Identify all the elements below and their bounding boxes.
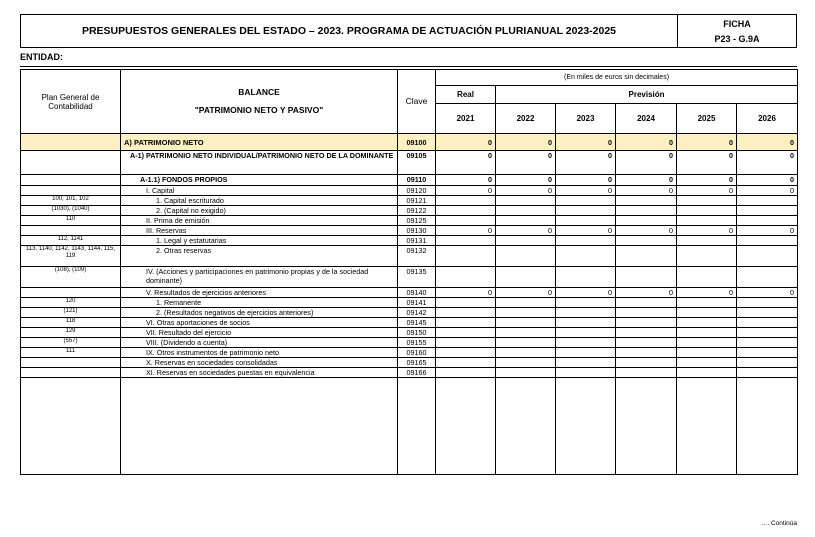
col-plan-header: Plan General de Contabilidad (21, 70, 121, 134)
value-cell-2026 (737, 308, 798, 318)
plan-code: (557) (21, 338, 121, 348)
value-cell-2023: 0 (556, 134, 616, 151)
col-balance-header (121, 70, 398, 134)
units-note: (En miles de euros sin decimales) (436, 70, 798, 86)
value-cell-2021 (436, 236, 496, 246)
table-row (21, 186, 798, 196)
row-clave: 09160 (398, 348, 436, 358)
value-cell-2021 (436, 216, 496, 226)
ficha-label: FICHA (723, 19, 751, 29)
entidad-label: ENTIDAD: (20, 52, 63, 62)
table-row (21, 328, 798, 338)
row-description: 1. Legal y estatutarias (121, 236, 398, 246)
value-cell-2021: 0 (436, 288, 496, 298)
table-row (21, 348, 798, 358)
value-cell-2024 (616, 368, 677, 378)
plan-code (21, 175, 121, 186)
value-cell-2023 (556, 358, 616, 368)
balance-title: BALANCE (238, 87, 280, 97)
row-clave: 09125 (398, 216, 436, 226)
entidad-divider (20, 66, 797, 67)
form-header (20, 14, 797, 48)
row-description: VI. Otras aportaciones de socios (121, 318, 398, 328)
row-clave: 09166 (398, 368, 436, 378)
row-description: IX. Otros instrumentos de patrimonio neto (121, 348, 398, 358)
value-cell-2021 (436, 358, 496, 368)
row-clave: 09145 (398, 318, 436, 328)
value-cell-2024 (616, 206, 677, 216)
row-clave: 09155 (398, 338, 436, 348)
value-cell-2022 (496, 236, 556, 246)
row-description: 2. (Resultados negativos de ejercicios anteriores) (121, 308, 398, 318)
value-cell-2023: 0 (556, 151, 616, 175)
empty-filler-row (21, 378, 798, 475)
value-cell-2022 (496, 298, 556, 308)
value-cell-2024: 0 (616, 151, 677, 175)
row-description: X. Reservas en sociedades consolidadas (121, 358, 398, 368)
row-clave: 09120 (398, 186, 436, 196)
value-cell-2025 (677, 338, 737, 348)
value-cell-2021 (436, 267, 496, 288)
year-header-2025: 2025 (677, 104, 737, 134)
value-cell-2022 (496, 368, 556, 378)
value-cell-2023 (556, 318, 616, 328)
value-cell-2026 (737, 348, 798, 358)
value-cell-2026: 0 (737, 175, 798, 186)
ficha-code: P23 - G.9A (714, 34, 760, 44)
value-cell-2024 (616, 267, 677, 288)
value-cell-2025: 0 (677, 151, 737, 175)
continua-note: …. Continúa (760, 520, 797, 527)
row-description: II. Prima de emisión (121, 216, 398, 226)
value-cell-2021 (436, 196, 496, 206)
ficha-box (678, 15, 796, 47)
row-clave: 09100 (398, 134, 436, 151)
balance-subtitle: "PATRIMONIO NETO Y PASIVO" (194, 105, 324, 115)
value-cell-2026 (737, 246, 798, 267)
row-clave: 09131 (398, 236, 436, 246)
value-cell-2022: 0 (496, 175, 556, 186)
table-row (21, 134, 798, 151)
plan-code: 110 (21, 216, 121, 226)
value-cell-2024: 0 (616, 226, 677, 236)
value-cell-2024 (616, 348, 677, 358)
plan-code (21, 288, 121, 298)
value-cell-2025 (677, 318, 737, 328)
value-cell-2024 (616, 358, 677, 368)
value-cell-2022 (496, 358, 556, 368)
value-cell-2022 (496, 206, 556, 216)
table-row (21, 216, 798, 226)
col-clave-header: Clave (398, 70, 436, 134)
value-cell-2021 (436, 298, 496, 308)
value-cell-2025: 0 (677, 134, 737, 151)
value-cell-2022 (496, 246, 556, 267)
value-cell-2022: 0 (496, 226, 556, 236)
value-cell-2021 (436, 338, 496, 348)
row-description: A-1.1) FONDOS PROPIOS (121, 175, 398, 186)
table-row (21, 246, 798, 267)
table-row (21, 196, 798, 206)
row-description: VIII. (Dividendo a cuenta) (121, 338, 398, 348)
table-row (21, 368, 798, 378)
value-cell-2025 (677, 348, 737, 358)
value-cell-2022 (496, 338, 556, 348)
row-description: XI. Reservas en sociedades puestas en equivalencia (121, 368, 398, 378)
col-real-header: Real (436, 86, 496, 104)
value-cell-2023 (556, 216, 616, 226)
year-header-2022: 2022 (496, 104, 556, 134)
value-cell-2024: 0 (616, 186, 677, 196)
plan-code: 118 (21, 318, 121, 328)
value-cell-2025 (677, 246, 737, 267)
plan-code (21, 151, 121, 175)
value-cell-2025 (677, 216, 737, 226)
value-cell-2023: 0 (556, 175, 616, 186)
value-cell-2021: 0 (436, 226, 496, 236)
value-cell-2021 (436, 318, 496, 328)
value-cell-2026: 0 (737, 186, 798, 196)
value-cell-2026 (737, 338, 798, 348)
plan-code (21, 186, 121, 196)
value-cell-2025: 0 (677, 175, 737, 186)
plan-code (21, 358, 121, 368)
value-cell-2022 (496, 348, 556, 358)
table-row (21, 236, 798, 246)
value-cell-2024 (616, 236, 677, 246)
value-cell-2025 (677, 298, 737, 308)
plan-code (21, 226, 121, 236)
value-cell-2021 (436, 308, 496, 318)
plan-code: (1030), (1040) (21, 206, 121, 216)
value-cell-2024 (616, 246, 677, 267)
value-cell-2024 (616, 328, 677, 338)
row-description: V. Resultados de ejercicios anteriores (121, 288, 398, 298)
table-row (21, 151, 798, 175)
row-description: III. Reservas (121, 226, 398, 236)
form-title: PRESUPUESTOS GENERALES DEL ESTADO – 2023. PROGRAMA DE ACTUACIÓN PLURIANUAL 2023-2025 (21, 15, 678, 47)
value-cell-2023: 0 (556, 226, 616, 236)
row-description: A-1) PATRIMONIO NETO INDIVIDUAL/PATRIMONIO NETO DE LA DOMINANTE (121, 151, 398, 175)
value-cell-2025 (677, 328, 737, 338)
value-cell-2022: 0 (496, 186, 556, 196)
plan-code: 112, 1141 (21, 236, 121, 246)
value-cell-2021 (436, 348, 496, 358)
plan-code: 120 (21, 298, 121, 308)
year-header-2026: 2026 (737, 104, 798, 134)
row-description: A) PATRIMONIO NETO (121, 134, 398, 151)
row-clave: 09135 (398, 267, 436, 288)
table-row (21, 226, 798, 236)
value-cell-2021 (436, 246, 496, 267)
value-cell-2026: 0 (737, 288, 798, 298)
value-cell-2026 (737, 318, 798, 328)
value-cell-2023 (556, 308, 616, 318)
value-cell-2024: 0 (616, 175, 677, 186)
year-header-2024: 2024 (616, 104, 677, 134)
value-cell-2023 (556, 338, 616, 348)
row-clave: 09141 (398, 298, 436, 308)
value-cell-2026 (737, 206, 798, 216)
value-cell-2025: 0 (677, 186, 737, 196)
value-cell-2026: 0 (737, 134, 798, 151)
row-clave: 09110 (398, 175, 436, 186)
value-cell-2026: 0 (737, 226, 798, 236)
value-cell-2022 (496, 196, 556, 206)
row-description: 1. Capital escriturado (121, 196, 398, 206)
table-row (21, 298, 798, 308)
row-clave: 09121 (398, 196, 436, 206)
value-cell-2021 (436, 328, 496, 338)
row-description: VII. Resultado del ejercicio (121, 328, 398, 338)
value-cell-2023 (556, 196, 616, 206)
row-clave: 09150 (398, 328, 436, 338)
value-cell-2025 (677, 206, 737, 216)
value-cell-2025 (677, 267, 737, 288)
row-description: IV. (Acciones y participaciones en patrimonio propias y de la sociedad dominante) (121, 267, 398, 288)
value-cell-2025 (677, 368, 737, 378)
value-cell-2024 (616, 338, 677, 348)
row-clave: 09122 (398, 206, 436, 216)
value-cell-2022: 0 (496, 288, 556, 298)
row-clave: 09105 (398, 151, 436, 175)
plan-code: 113, 1140, 1142, 1143, 1144, 115, 119 (21, 246, 121, 267)
row-clave: 09140 (398, 288, 436, 298)
plan-code: (121) (21, 308, 121, 318)
value-cell-2026: 0 (737, 151, 798, 175)
plan-code: 111 (21, 348, 121, 358)
value-cell-2026 (737, 358, 798, 368)
value-cell-2025: 0 (677, 288, 737, 298)
value-cell-2022 (496, 267, 556, 288)
balance-table (20, 69, 798, 475)
row-description: 2. Otras reservas (121, 246, 398, 267)
value-cell-2024 (616, 216, 677, 226)
row-description: 2. (Capital no exigido) (121, 206, 398, 216)
value-cell-2021: 0 (436, 134, 496, 151)
table-row (21, 338, 798, 348)
value-cell-2026 (737, 236, 798, 246)
value-cell-2026 (737, 267, 798, 288)
value-cell-2023 (556, 298, 616, 308)
table-row (21, 358, 798, 368)
value-cell-2023 (556, 368, 616, 378)
value-cell-2024 (616, 196, 677, 206)
row-clave: 09165 (398, 358, 436, 368)
plan-code (21, 368, 121, 378)
value-cell-2026 (737, 328, 798, 338)
value-cell-2022 (496, 216, 556, 226)
col-prevision-header: Previsión (496, 86, 798, 104)
value-cell-2021 (436, 368, 496, 378)
plan-code: 129 (21, 328, 121, 338)
plan-code (21, 134, 121, 151)
table-row (21, 288, 798, 298)
value-cell-2023 (556, 328, 616, 338)
value-cell-2023 (556, 246, 616, 267)
value-cell-2022 (496, 308, 556, 318)
value-cell-2021: 0 (436, 186, 496, 196)
value-cell-2024 (616, 318, 677, 328)
value-cell-2024: 0 (616, 288, 677, 298)
value-cell-2024 (616, 298, 677, 308)
table-row (21, 308, 798, 318)
value-cell-2022: 0 (496, 151, 556, 175)
value-cell-2023: 0 (556, 288, 616, 298)
value-cell-2022 (496, 318, 556, 328)
table-row (21, 206, 798, 216)
value-cell-2023 (556, 348, 616, 358)
value-cell-2026 (737, 216, 798, 226)
value-cell-2026 (737, 368, 798, 378)
value-cell-2025 (677, 358, 737, 368)
value-cell-2025: 0 (677, 226, 737, 236)
table-row (21, 175, 798, 186)
row-description: 1. Remanente (121, 298, 398, 308)
value-cell-2021 (436, 206, 496, 216)
value-cell-2023 (556, 236, 616, 246)
row-clave: 09132 (398, 246, 436, 267)
plan-code: (108), (109) (21, 267, 121, 288)
value-cell-2022: 0 (496, 134, 556, 151)
value-cell-2024: 0 (616, 134, 677, 151)
table-row (21, 267, 798, 288)
value-cell-2026 (737, 298, 798, 308)
value-cell-2024 (616, 308, 677, 318)
value-cell-2021: 0 (436, 151, 496, 175)
value-cell-2023: 0 (556, 186, 616, 196)
year-header-2021: 2021 (436, 104, 496, 134)
value-cell-2021: 0 (436, 175, 496, 186)
year-header-2023: 2023 (556, 104, 616, 134)
value-cell-2025 (677, 308, 737, 318)
value-cell-2023 (556, 267, 616, 288)
value-cell-2025 (677, 236, 737, 246)
table-row (21, 318, 798, 328)
value-cell-2023 (556, 206, 616, 216)
value-cell-2026 (737, 196, 798, 206)
row-clave: 09130 (398, 226, 436, 236)
row-clave: 09142 (398, 308, 436, 318)
row-description: I. Capital (121, 186, 398, 196)
value-cell-2022 (496, 328, 556, 338)
plan-code: 100, 101, 102 (21, 196, 121, 206)
value-cell-2025 (677, 196, 737, 206)
